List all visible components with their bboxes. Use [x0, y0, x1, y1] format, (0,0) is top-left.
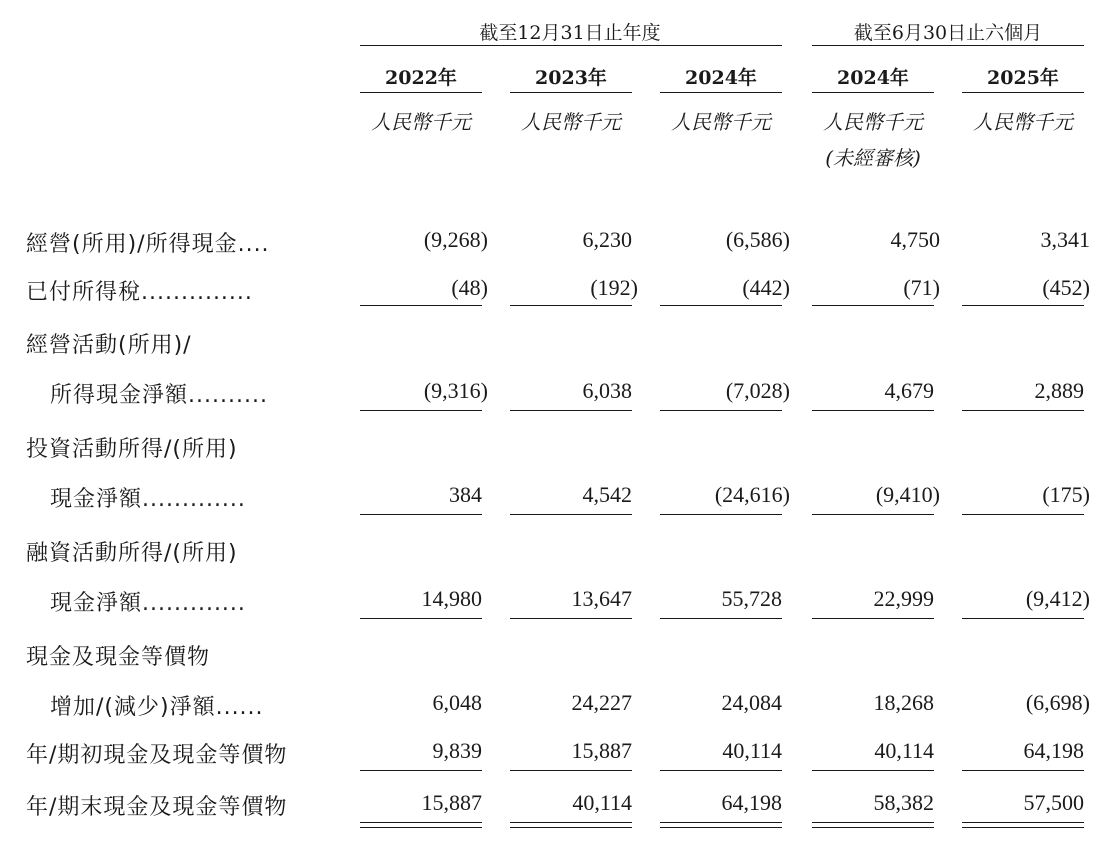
subtotal-rule — [962, 770, 1084, 771]
cell-value: 15,887 — [421, 790, 482, 815]
cell-value: 15,887 — [571, 738, 632, 763]
row-label-operating-net-1: 經營活動(所用)/ — [26, 333, 192, 358]
year-header-2023: 2023年 — [535, 67, 607, 89]
total-rule — [962, 514, 1084, 515]
cell-value: 6,038 — [582, 378, 632, 403]
year-rule — [360, 92, 482, 93]
grand-total-rule — [962, 822, 1084, 828]
cell-value: 13,647 — [571, 586, 632, 611]
total-rule — [660, 410, 782, 411]
unit-label: 人民幣千元 — [371, 110, 471, 134]
row-label-investing-net-1: 投資活動所得/(所用) — [26, 437, 238, 462]
cell-value: (452) — [1042, 275, 1090, 300]
cell-value: (7,028) — [725, 378, 790, 403]
total-rule — [812, 410, 934, 411]
subtotal-rule — [660, 305, 782, 306]
cell-value: 57,500 — [1023, 790, 1084, 815]
cell-value: 40,114 — [572, 790, 632, 815]
cell-value: 4,679 — [884, 378, 934, 403]
header-group-half: 截至6月30日止六個月 — [853, 22, 1043, 44]
subtotal-rule — [962, 305, 1084, 306]
grand-total-rule — [510, 822, 632, 828]
cell-value: 64,198 — [1023, 738, 1084, 763]
unaudited-note: (未經審核) — [825, 146, 921, 170]
cell-value: (24,616) — [714, 482, 790, 507]
cell-value: 58,382 — [873, 790, 934, 815]
row-label-financing-net-1: 融資活動所得/(所用) — [26, 541, 238, 566]
unit-label: 人民幣千元 — [823, 110, 923, 134]
cell-value: 40,114 — [722, 738, 782, 763]
year-rule — [962, 92, 1084, 93]
total-rule — [962, 618, 1084, 619]
subtotal-rule — [812, 770, 934, 771]
subtotal-rule — [360, 305, 482, 306]
cell-value: (6,586) — [725, 227, 790, 252]
cell-value: (442) — [742, 275, 790, 300]
header-group-annual-rule — [360, 45, 782, 46]
year-header-2024-half: 2024年 — [837, 67, 909, 89]
subtotal-rule — [812, 305, 934, 306]
unit-label: 人民幣千元 — [973, 110, 1073, 134]
row-label-operating-net-2: 所得現金淨額.......... — [50, 383, 268, 408]
cell-value: 6,230 — [582, 227, 632, 252]
cell-value: 6,048 — [432, 690, 482, 715]
row-label-cash-from-ops: 經營(所用)/所得現金.... — [26, 232, 270, 257]
grand-total-rule — [360, 822, 482, 828]
cell-value: (9,410) — [875, 482, 940, 507]
total-rule — [510, 410, 632, 411]
cell-value: (6,698) — [1025, 690, 1090, 715]
cell-value: (9,268) — [423, 227, 488, 252]
header-group-half-rule — [812, 45, 1084, 46]
cell-value: 18,268 — [873, 690, 934, 715]
total-rule — [510, 514, 632, 515]
cell-value: 2,889 — [1034, 378, 1084, 403]
cell-value: 40,114 — [874, 738, 934, 763]
total-rule — [360, 514, 482, 515]
cell-value: 55,728 — [721, 586, 782, 611]
cell-value: 22,999 — [873, 586, 934, 611]
grand-total-rule — [812, 822, 934, 828]
cell-value: 3,341 — [1040, 227, 1090, 252]
grand-total-rule — [660, 822, 782, 828]
subtotal-rule — [660, 770, 782, 771]
row-label-financing-net-2: 現金淨額............. — [50, 591, 246, 616]
cell-value: (48) — [451, 275, 488, 300]
cell-value: 384 — [449, 482, 482, 507]
total-rule — [660, 618, 782, 619]
cell-value: 14,980 — [421, 586, 482, 611]
total-rule — [812, 514, 934, 515]
cell-value: 4,542 — [582, 482, 632, 507]
row-label-net-change-1: 現金及現金等價物 — [26, 645, 211, 670]
year-rule — [812, 92, 934, 93]
row-label-income-tax-paid: 已付所得稅.............. — [26, 280, 253, 305]
total-rule — [510, 618, 632, 619]
cell-value: 64,198 — [721, 790, 782, 815]
year-rule — [510, 92, 632, 93]
year-header-2024: 2024年 — [685, 67, 757, 89]
unit-label: 人民幣千元 — [521, 110, 621, 134]
cell-value: 9,839 — [432, 738, 482, 763]
unit-label: 人民幣千元 — [671, 110, 771, 134]
row-label-investing-net-2: 現金淨額............. — [50, 487, 246, 512]
cell-value: (192) — [590, 275, 638, 300]
row-label-opening-cash: 年/期初現金及現金等價物 — [26, 743, 288, 768]
cell-value: 24,084 — [721, 690, 782, 715]
cell-value: (9,316) — [423, 378, 488, 403]
total-rule — [962, 410, 1084, 411]
header-group-annual: 截至12月31日止年度 — [479, 22, 661, 44]
total-rule — [812, 618, 934, 619]
cell-value: (71) — [903, 275, 940, 300]
subtotal-rule — [510, 770, 632, 771]
total-rule — [360, 618, 482, 619]
subtotal-rule — [360, 770, 482, 771]
cell-value: 24,227 — [571, 690, 632, 715]
row-label-closing-cash: 年/期末現金及現金等價物 — [26, 795, 288, 820]
cell-value: (9,412) — [1025, 586, 1090, 611]
year-rule — [660, 92, 782, 93]
total-rule — [360, 410, 482, 411]
year-header-2022: 2022年 — [385, 67, 457, 89]
row-label-net-change-2: 增加/(減少)淨額...... — [50, 695, 264, 720]
total-rule — [660, 514, 782, 515]
year-header-2025-half: 2025年 — [987, 67, 1059, 89]
cell-value: 4,750 — [890, 227, 940, 252]
cell-value: (175) — [1042, 482, 1090, 507]
subtotal-rule — [510, 305, 632, 306]
